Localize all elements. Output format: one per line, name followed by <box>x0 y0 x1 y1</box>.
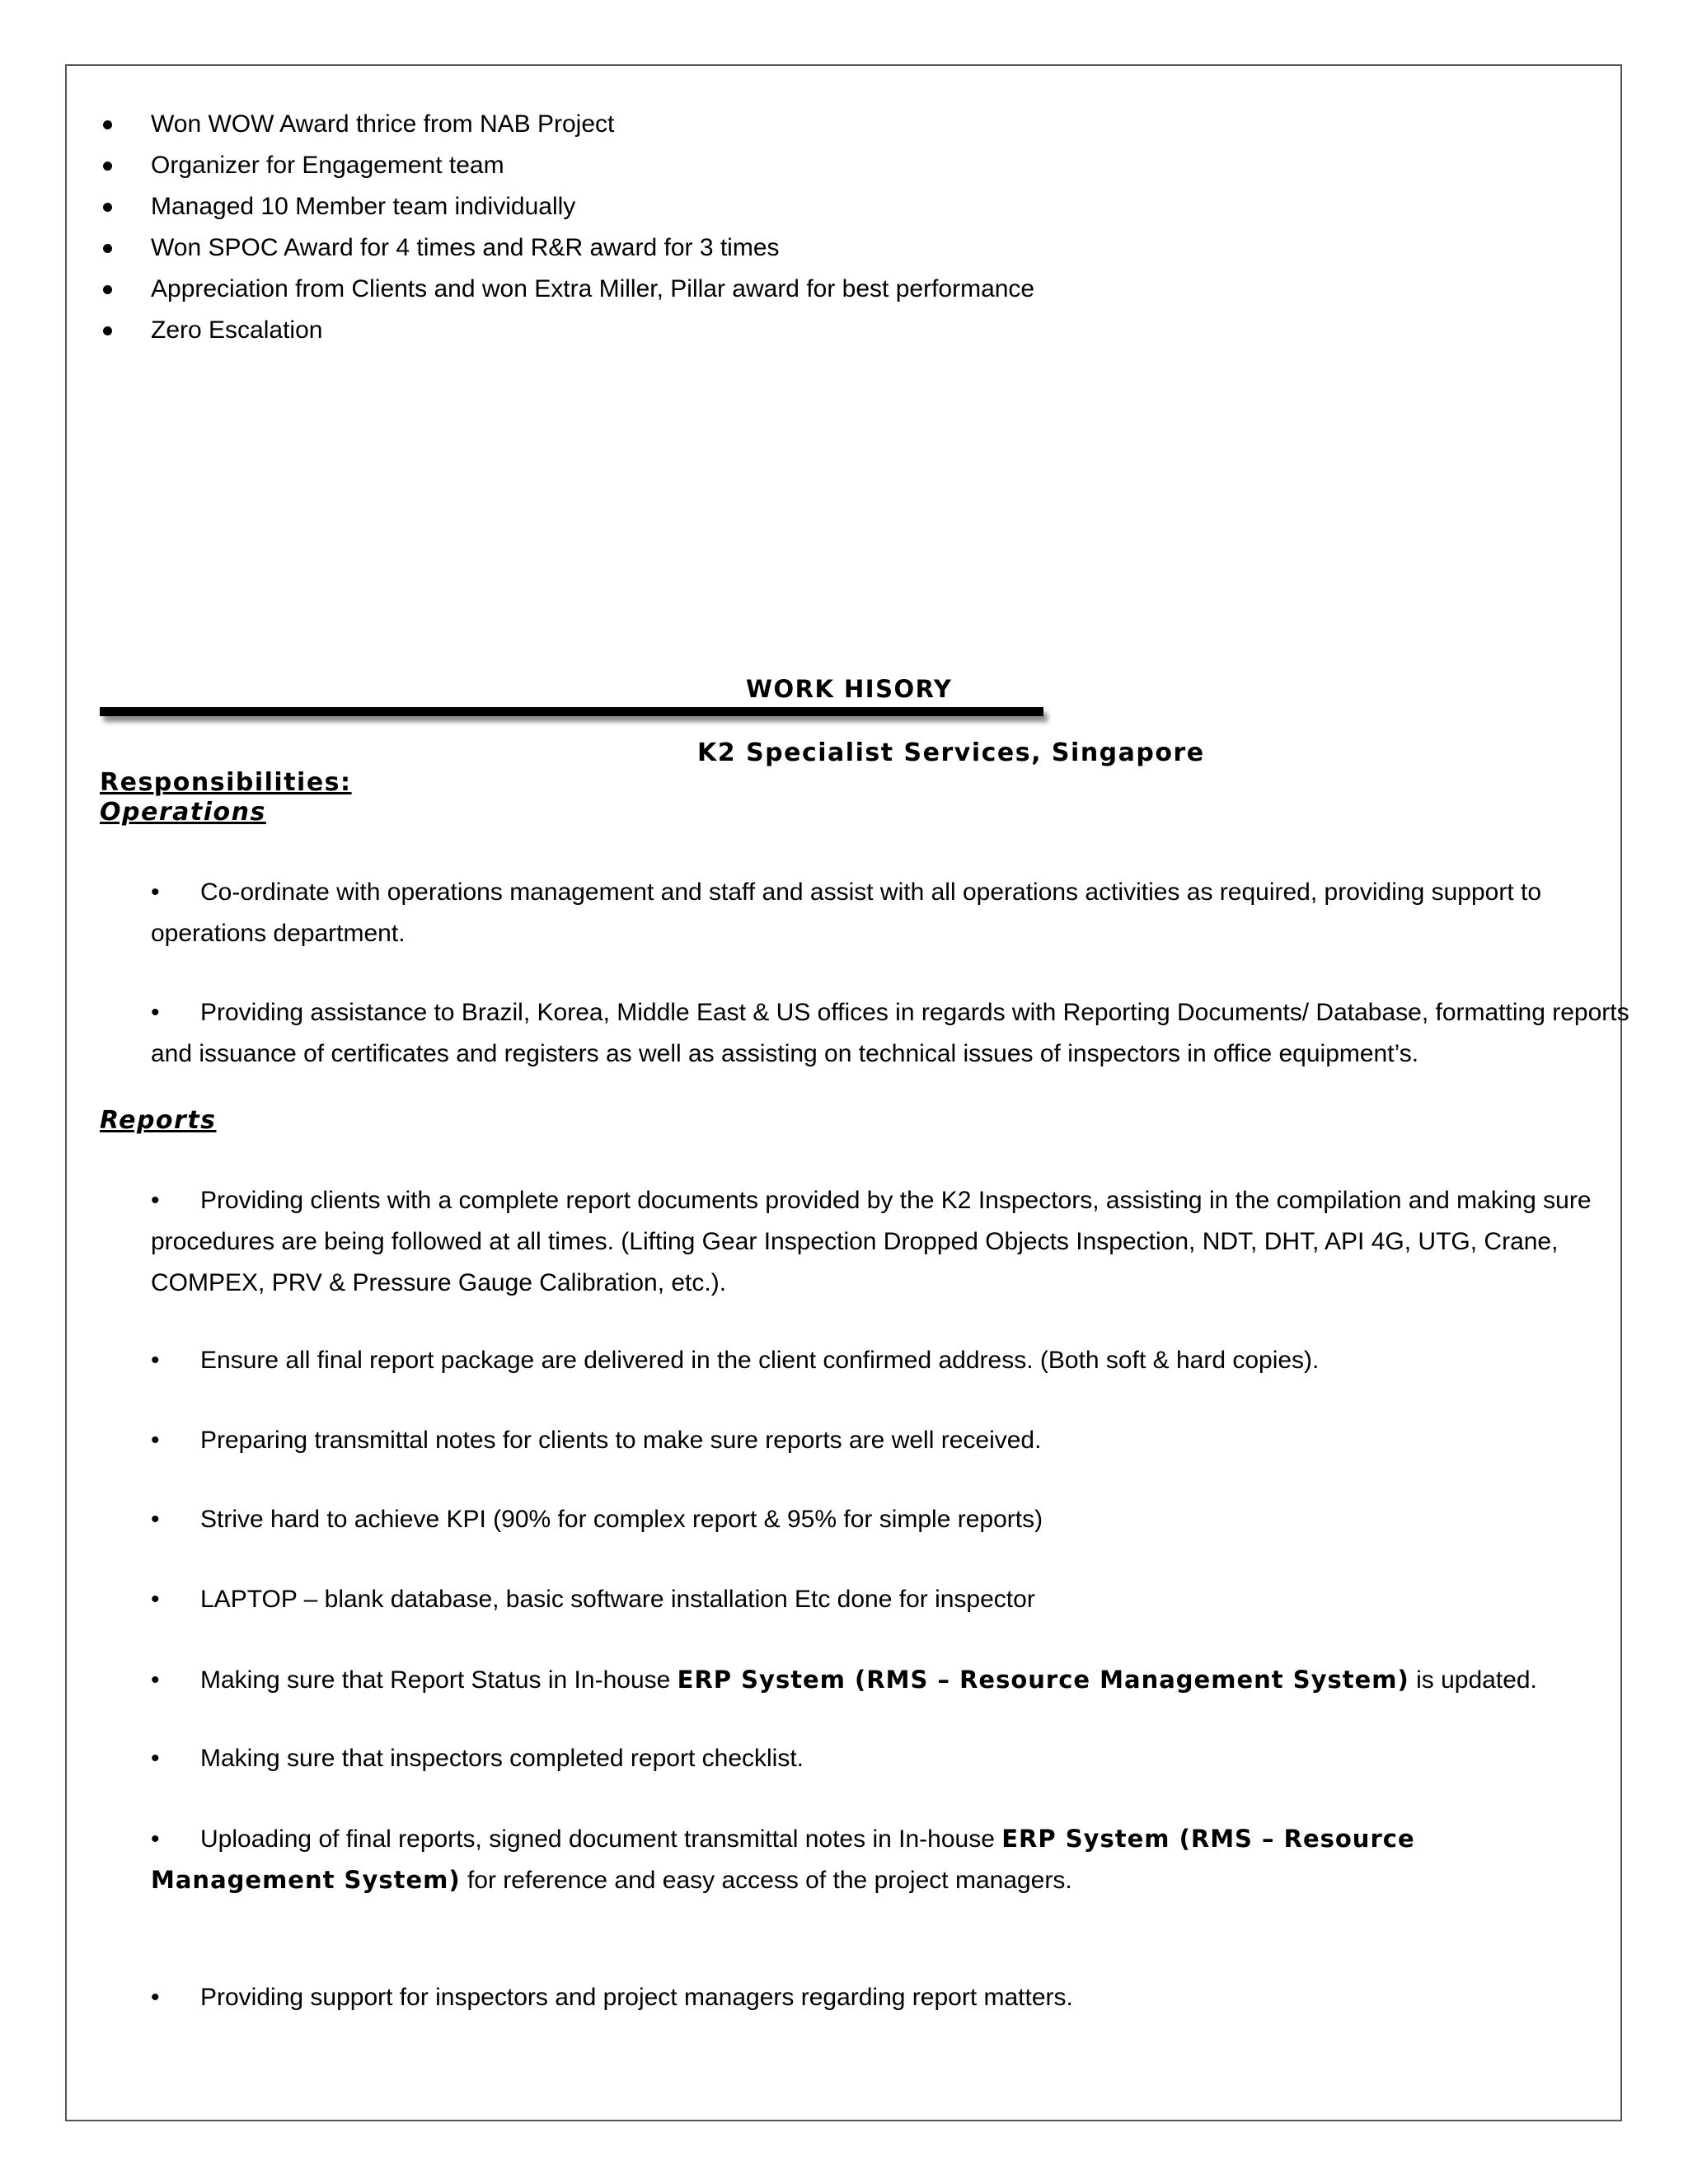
erp-system-name: Management System) <box>151 1866 461 1894</box>
reports-item <box>151 1579 1626 1620</box>
bullet-icon: • <box>151 879 160 906</box>
achievement-text: Appreciation from Clients and won Extra Miller, Pillar award for best performance <box>151 275 1035 302</box>
achievement-text: Managed 10 Member team individually <box>151 193 576 220</box>
reports-item <box>151 1340 1626 1381</box>
list-item <box>67 310 1468 351</box>
list-item <box>67 145 1468 186</box>
bullet-icon <box>103 326 112 335</box>
achievement-text: Organizer for Engagement team <box>151 152 504 179</box>
reports-text: Uploading of final reports, signed document transmittal notes in In-house <box>200 1825 1002 1853</box>
company-name: K2 Specialist Services, Singapore <box>697 738 1205 767</box>
achievements-list <box>67 104 1550 351</box>
operations-item <box>151 872 1634 954</box>
resume-page <box>65 64 1629 2121</box>
reports-text: Ensure all final report package are delivered in the client confirmed address. (Both soft & hard copies). <box>200 1347 1320 1374</box>
bullet-icon <box>103 120 112 129</box>
reports-text: Making sure that inspectors completed report checklist. <box>200 1745 804 1772</box>
reports-item <box>151 1977 1626 2018</box>
bullet-icon <box>103 244 112 253</box>
list-item <box>67 227 1468 269</box>
reports-text: Preparing transmittal notes for clients to make sure reports are well received. <box>200 1427 1042 1454</box>
bullet-icon: • <box>151 1427 160 1454</box>
reports-item <box>151 1499 1626 1540</box>
bullet-icon <box>103 162 112 171</box>
bullet-icon: • <box>151 999 160 1026</box>
operations-text: Co-ordinate with operations management and staff and assist with all operations activities as required, providing support to operations department. <box>151 879 1542 947</box>
work-history-heading: WORK HISORY <box>746 675 953 703</box>
operations-label: Operations <box>100 798 266 827</box>
bullet-icon: • <box>151 1984 160 2011</box>
list-item <box>67 186 1468 227</box>
reports-text: Making sure that Report Status in In-house <box>200 1666 678 1694</box>
erp-system-name: ERP System (RMS – Resource <box>1001 1825 1415 1853</box>
reports-text: LAPTOP – blank database, basic software installation Etc done for inspector <box>200 1586 1035 1613</box>
section-divider <box>100 707 1043 716</box>
erp-system-name: ERP System (RMS – Resource Management System) <box>677 1666 1409 1694</box>
achievement-text: Zero Escalation <box>151 316 323 344</box>
bullet-icon: • <box>151 1745 160 1772</box>
reports-text: Strive hard to achieve KPI (90% for complex report & 95% for simple reports) <box>200 1506 1043 1533</box>
achievement-text: Won WOW Award thrice from NAB Project <box>151 110 615 138</box>
bullet-icon: • <box>151 1506 160 1533</box>
bullet-icon: • <box>151 1586 160 1613</box>
achievement-text: Won SPOC Award for 4 times and R&R award for 3 times <box>151 234 780 261</box>
bullet-icon: • <box>151 1666 160 1694</box>
reports-item <box>151 1818 1626 1900</box>
bullet-icon: • <box>151 1347 160 1374</box>
list-item <box>67 104 1468 145</box>
operations-text: Providing assistance to Brazil, Korea, Middle East & US offices in regards with Reporting Documents/ Database, formatting reports and issuance of certificates and registers as well as assisting on technical issues of inspectors in office equipment’s. <box>151 999 1629 1067</box>
bullet-icon <box>103 203 112 212</box>
list-item <box>67 269 1468 310</box>
bullet-icon: • <box>151 1187 160 1214</box>
reports-item <box>151 1738 1626 1779</box>
reports-text: for reference and easy access of the project managers. <box>460 1867 1072 1894</box>
reports-text: is updated. <box>1409 1666 1537 1694</box>
reports-item <box>151 1420 1626 1461</box>
reports-item <box>151 1659 1626 1701</box>
bullet-icon <box>103 285 112 294</box>
reports-text: Providing support for inspectors and project managers regarding report matters. <box>200 1984 1073 2011</box>
operations-item <box>151 992 1634 1075</box>
reports-text: Providing clients with a complete report documents provided by the K2 Inspectors, assisting in the compilation and making sure procedures are being followed at all times. (Lifting Gear Inspection Dropped Objects Inspection, NDT, DHT, API 4G, UTG, Crane, COMPEX, PRV & Pressure Gauge Calibration, etc.). <box>151 1187 1592 1296</box>
reports-label: Reports <box>100 1106 217 1135</box>
reports-item <box>151 1180 1634 1304</box>
responsibilities-label: Responsibilities: <box>100 768 352 797</box>
bullet-icon: • <box>151 1825 160 1853</box>
